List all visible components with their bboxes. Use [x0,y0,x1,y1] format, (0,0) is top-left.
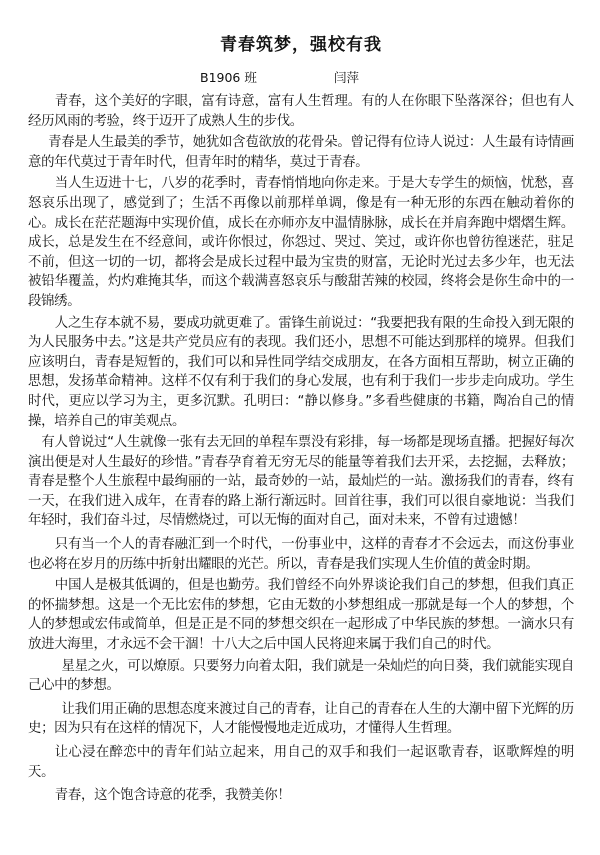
paragraph-5: 有人曾说过“人生就像一张有去无回的单程车票没有彩排，每一场都是现场直播。把握好每次演出便是对人生最好的珍惜。”青春孕育着无穷无尽的能量等着我们去开采，去挖掘，去释放；青春是整个人生旅程中最绚丽的一站，最奇妙的一站，最灿烂的一站。激扬我们的青春，终有一天，在我们进入成年，在青春的路上渐行渐远时。回首往事，我们可以很自豪地说：当我们年轻时，我们奋斗过，尽情燃烧过，可以无悔的面对自己，面对未来，不曾有过遗憾！ [28,435,574,529]
paragraph-9: 让我们用正确的思想态度来渡过自己的青春，让自己的青春在人生的大潮中留下光辉的历史；因为只有在这样的情况下，人才能慢慢地走近成功，才懂得人生哲理。 [28,701,574,737]
paragraph-2: 青春是人生最美的季节，她犹如含苞欲放的花骨朵。曾记得有位诗人说过：人生最有诗情画意的年代莫过于青年时代，但青年时的精华，莫过于青春。 [28,135,574,170]
document-page [28,34,574,808]
paragraph-1: 青春，这个美好的字眼，富有诗意，富有人生哲理。有的人在你眼下坠落深谷；但也有人经历风雨的考验，终于迈开了成熟人生的步伐。 [28,94,574,129]
paragraph-8: 星星之火，可以燎原。只要努力向着太阳，我们就是一朵灿烂的向日葵，我们就能实现自己心中的梦想。 [28,658,574,694]
paragraph-3: 当人生迈进十七，八岁的花季时，青春悄悄地向你走来。于是大专学生的烦恼，忧愁，喜怒哀乐出现了，感觉到了；生活不再像以前那样单调，像是有一种无形的东西在触动着你的心。成长在茫茫题海中实现价值，成长在亦师亦友中温情脉脉，成长在并肩奔跑中熠熠生辉。成长，总是发生在不经意间，或许你恨过，你怨过、哭过、笑过，或许你也曾彷徨迷茫，驻足不前，但这一切的一切，都将会是成长过程中最为宝贵的财富，无论时光过去多少年，也无法被铅华覆盖，灼灼难掩其华，而这个载满喜怒哀乐与酸甜苦辣的校园，终将会是你生命中的一段锦绣。 [28,176,574,309]
paragraph-4: 人之生存本就不易，要成功就更难了。雷锋生前说过：“我要把我有限的生命投入到无限的为人民服务中去。”这是共产党员应有的表现。我们还小，思想不可能达到那样的境界。但我们应该明白，青春是短暂的，我们可以和异性同学结交成朋友，在各方面相互帮助，树立正确的思想，发扬革命精神。这样不仅有利于我们的身心发展，也有利于我们一步步走向成功。学生时代，更应以学习为主，更多沉默。孔明曰：“静以修身。”多看些健康的书籍，陶冶自己的情操，培养自己的审美观点。 [28,315,574,429]
paragraph-11: 青春，这个饱含诗意的花季，我赞美你！ [54,788,291,804]
paragraph-7: 中国人是极其低调的，但是也勤劳。我们曾经不向外界谈论我们自己的梦想，但我们真正的怀揣梦想。这是一个无比宏伟的梦想，它由无数的小梦想组成一那就是每一个人的梦想，个人的梦想或宏伟或简单，但是正是不同的梦想交织在一起形成了中华民族的梦想。一滴水只有放进大海里，才永远不会干涸！十八大之后中国人民将迎来属于我们自己的时代。 [28,578,574,653]
author-name: 闫萍 [334,70,360,85]
document-title: 青春筑梦，强校有我 [220,35,382,55]
class-label: B1906 班 [200,70,257,85]
paragraph-10: 让心浸在醉恋中的青年们站立起来，用自己的双手和我们一起讴歌青春，讴歌辉煌的明天。 [28,745,574,780]
paragraph-6: 只有当一个人的青春融汇到一个时代，一份事业中，这样的青春才不会远去，而这份事业也必将在岁月的历练中折射出耀眼的光芒。所以，青春是我们实现人生价值的黄金时期。 [28,537,574,572]
byline [28,68,574,86]
